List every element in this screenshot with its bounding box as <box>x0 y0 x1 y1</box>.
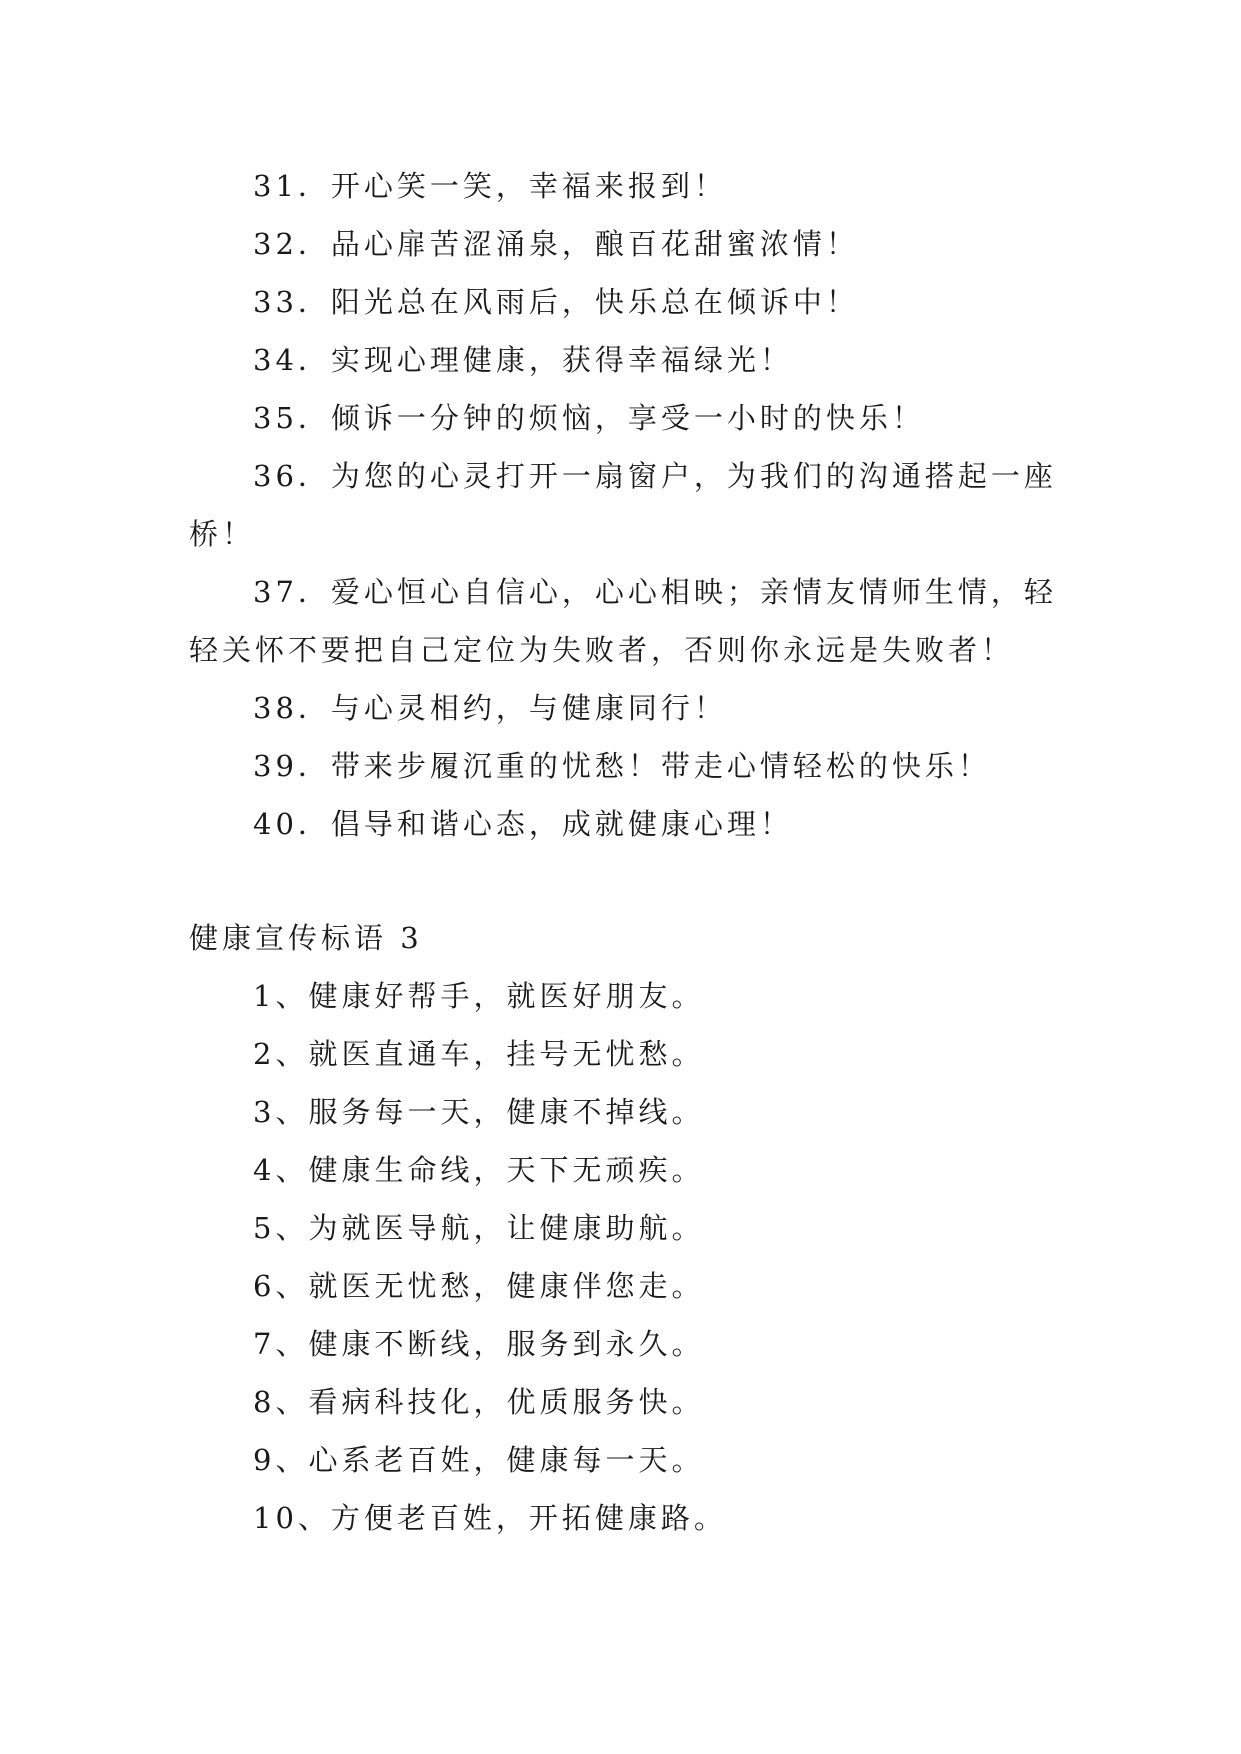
slogan-10: 10、方便老百姓，开拓健康路。 <box>253 1501 727 1535</box>
slogan-38: 38．与心灵相约，与健康同行！ <box>253 691 727 725</box>
slogan-35: 35．倾诉一分钟的烦恼，享受一小时的快乐！ <box>253 401 925 435</box>
slogan-7: 7、健康不断线，服务到永久。 <box>253 1327 705 1361</box>
slogan-37: 37．爱心恒心自信心，心心相映；亲情友情师生情，轻 <box>253 575 1057 609</box>
section-heading: 健康宣传标语 3 <box>189 921 423 955</box>
slogan-40: 40．倡导和谐心态，成就健康心理！ <box>253 807 793 841</box>
slogan-39: 39．带来步履沉重的忧愁！带走心情轻松的快乐！ <box>253 749 991 783</box>
slogan-5: 5、为就医导航，让健康助航。 <box>253 1211 705 1245</box>
slogan-36: 36．为您的心灵打开一扇窗户，为我们的沟通搭起一座 <box>253 459 1057 493</box>
slogan-36-continued: 桥！ <box>189 517 256 551</box>
slogan-31: 31．开心笑一笑，幸福来报到！ <box>253 169 727 203</box>
slogan-9: 9、心系老百姓，健康每一天。 <box>253 1443 705 1477</box>
slogan-37-continued: 轻关怀不要把自己定位为失败者，否则你永远是失败者！ <box>189 633 1015 667</box>
slogan-34: 34．实现心理健康，获得幸福绿光！ <box>253 343 793 377</box>
slogan-32: 32．品心扉苦涩涌泉，酿百花甜蜜浓情！ <box>253 227 859 261</box>
slogan-1: 1、健康好帮手，就医好朋友。 <box>253 979 705 1013</box>
slogan-4: 4、健康生命线，天下无顽疾。 <box>253 1153 705 1187</box>
slogan-3: 3、服务每一天，健康不掉线。 <box>253 1095 705 1129</box>
slogan-33: 33．阳光总在风雨后，快乐总在倾诉中！ <box>253 285 859 319</box>
slogan-2: 2、就医直通车，挂号无忧愁。 <box>253 1037 705 1071</box>
slogan-6: 6、就医无忧愁，健康伴您走。 <box>253 1269 705 1303</box>
slogan-8: 8、看病科技化，优质服务快。 <box>253 1385 705 1419</box>
